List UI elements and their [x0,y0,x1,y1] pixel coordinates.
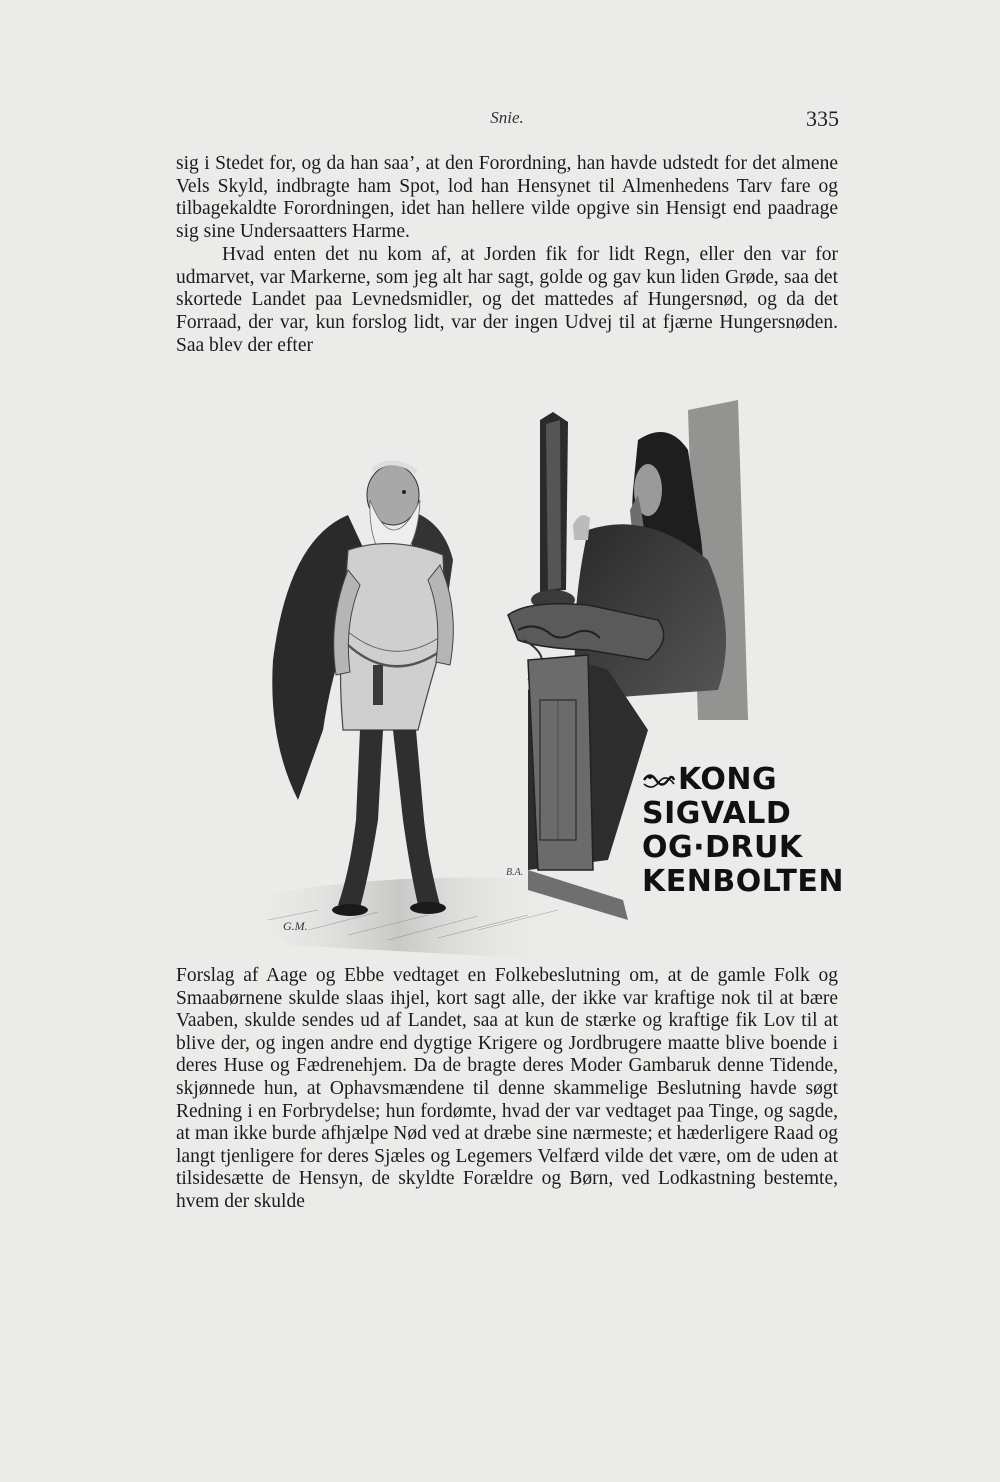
chapter-title-line-1 [642,762,778,797]
running-head [175,108,839,138]
paragraph: Hvad enten det nu kom af, at Jorden fik for lidt Regn, eller den var for udmarvet, var Markerne, som jeg alt har sagt, golde og gav kun liden Grøde, saa det skortede Landet paa Levnedsmidler, og det mattedes af Hungersnød, og da det Forraad, der var, kun forslog lidt, var der ingen Udvej til at fjærne Hungersnøden. Saa blev der efter [176,243,838,356]
page-number: 335 [806,106,839,131]
chapter-title-line-2: SIGVALD [642,796,792,831]
chapter-title-line-4: KENBOLTEN [642,864,844,899]
artist-signature: G.M. [283,919,308,933]
paragraph: sig i Stedet for, og da han saa’, at den Forordning, han havde udstedt for det almene Vels Skyld, indbragte ham Spot, lod han Hensynet til Almenhedens Tarv fare og tilbagekaldte Forordningen, idet han hellere vilde opgive sin Hensigt end paadrage sig sine Undersaatters Harme. [176,153,838,243]
body-text-bottom [176,965,838,1214]
engraver-mark: B.A. [506,867,524,878]
knotwork-ornament-icon [642,769,676,791]
chapter-title [642,762,844,899]
body-text-top [176,153,838,357]
running-title: Snie. [490,108,524,127]
chapter-title-line-3: OG·DRUK [642,830,803,865]
old-man-figure [272,463,453,916]
chapter-title-text-1: KONG [678,762,778,797]
paragraph: Forslag af Aage og Ebbe vedtaget en Folkebeslutning om, at de gamle Folk og Smaabørnene skulde slaas ihjel, kort sagt alle, der ikke var kraftige nok til at bære Vaaben, skulde sendes ud af Landet, saa at kun de stærke og kraftige fik Lov til at blive der, og ingen andre end dygtige Krigere og Jordbrugere maatte blive boende i deres Huse og Fædrenehjem. Da de bragte deres Moder Gambaruk denne Tidende, skjønnede hun, at Ophavsmændene til denne skammelige Beslutning havde søgt Redning i en Forbrydelse; hun fordømte, hvad der var vedtaget paa Tinge, og sagde, at man ikke burde afhjælpe Nød ved at dræbe sine nærmeste; et hæderligere Raad og langt tjenligere for deres Sjæles og Legemers Velfærd vilde det være, om de uden at tilsidesætte de Hensyn, de skyldte Forældre og Børn, ved Lodkastning bestemte, hvem der skulde [176,965,838,1212]
